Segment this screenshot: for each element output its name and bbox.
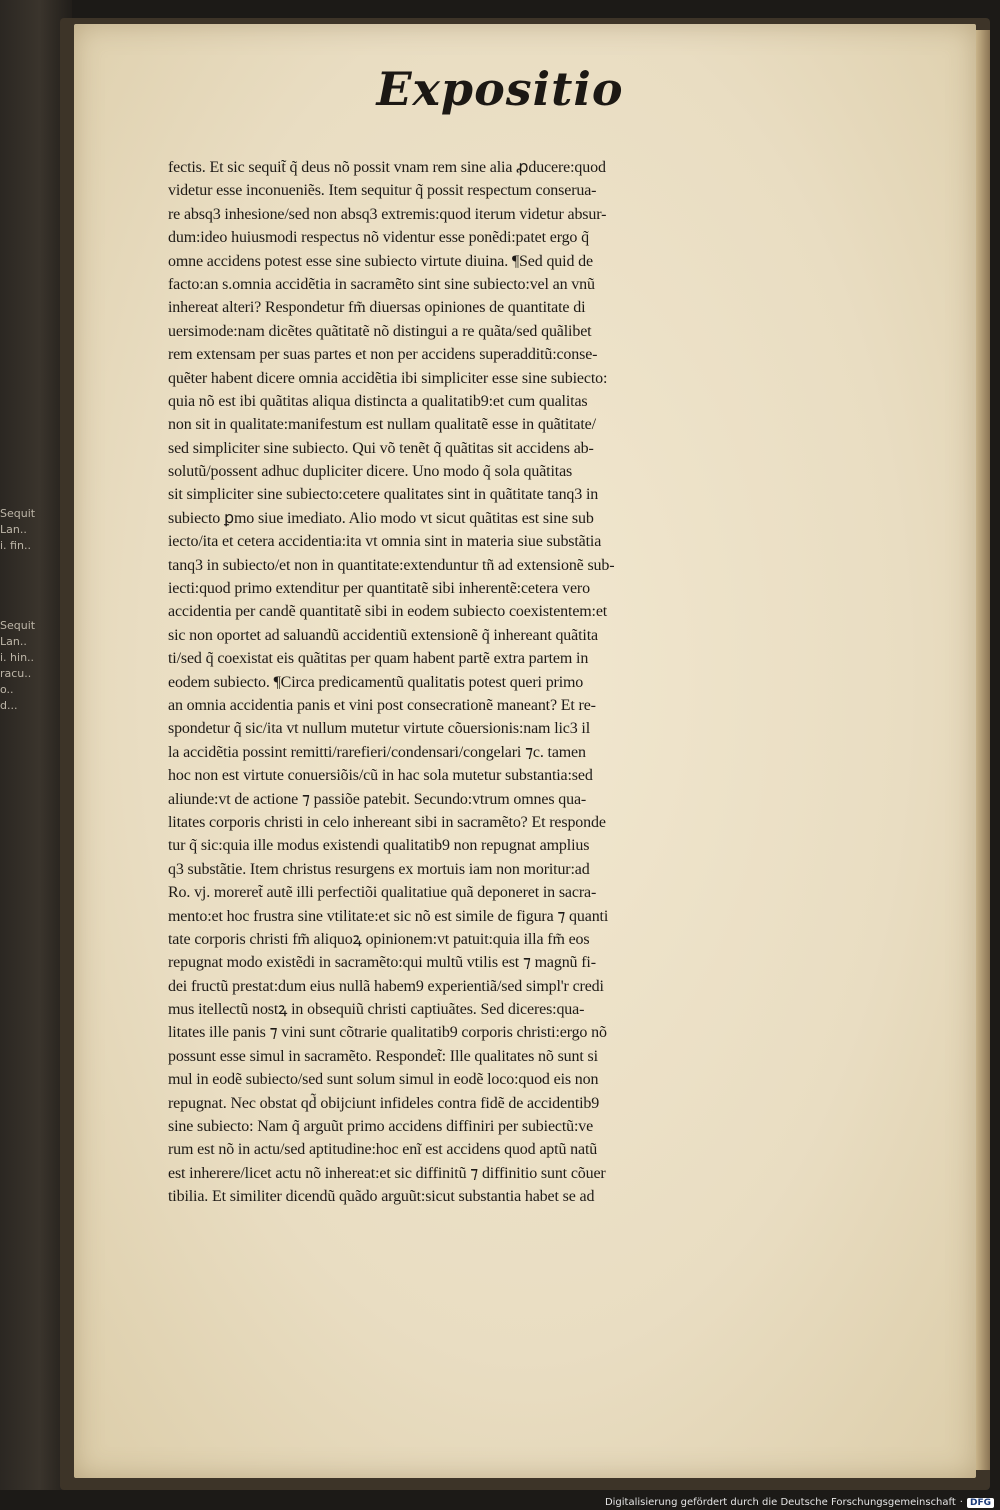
- fragment-line: [0, 570, 35, 586]
- text-line: mus itellectũ nostꝝ in obsequiũ christi captiuãtes. Sed diceres:qua-: [168, 1001, 585, 1019]
- text-line: iecto/ita et cetera accidentia:ita vt omnia sint in materia siue substãtia: [168, 533, 602, 551]
- fragment-line: [0, 586, 35, 602]
- fragment-line: o..: [0, 683, 14, 696]
- dfg-logo-icon: DFG: [967, 1498, 994, 1508]
- text-line: mento:et hoc frustra sine vtilitate:et sic nõ est simile de figura ⁊ quanti: [168, 907, 609, 925]
- fragment-line: Lan..: [0, 635, 27, 648]
- adjacent-page-fragments: [0, 506, 35, 714]
- text-line: tibilia. Et similiter dicendũ quãdo arguũt:sicut substantia habet se ad: [168, 1188, 595, 1206]
- text-line: aliunde:vt de actione ⁊ passiõe patebit. Secundo:vtrum omnes qua-: [168, 790, 587, 808]
- text-line: rum est nõ in actu/sed aptitudine:hoc enĩ est accidens quod aptũ natũ: [168, 1141, 598, 1159]
- text-line: tanq3 in subiecto/et non in quantitate:extenduntur tñ ad extensionẽ sub-: [168, 556, 615, 574]
- fragment-line: d...: [0, 699, 18, 712]
- body-text: [168, 156, 920, 1209]
- page-stack-edge: [976, 30, 990, 1470]
- text-line: videtur esse inconueniẽs. Item sequitur q̃ possit respectum conserua-: [168, 182, 597, 200]
- text-line: dei fructũ prestat:dum eius nullã habem9 experientiã/sed simpl'r credi: [168, 977, 604, 995]
- text-line: rem extensam per suas partes et non per accidens superadditũ:conse-: [168, 346, 598, 364]
- text-line: sed simpliciter sine subiecto. Qui võ tenẽt q̃ quãtitas sit accidens ab-: [168, 439, 594, 457]
- fragment-line: i. hin..: [0, 651, 35, 664]
- fragment-line: [0, 554, 35, 570]
- text-line: non sit in qualitate:manifestum est nullam qualitatẽ esse in quãtitate/: [168, 416, 596, 434]
- text-line: eodem subiecto. ¶Circa predicamentũ qualitatis potest queri primo: [168, 673, 584, 691]
- text-line: quẽter habent dicere omnia accidẽtia ibi simpliciter esse sine subiecto:: [168, 369, 608, 387]
- text-line: omne accidens potest esse sine subiecto virtute diuina. ¶Sed quid de: [168, 252, 593, 270]
- text-line: facto:an s.omnia accidẽtia in sacramẽto sint sine subiecto:vel an vnũ: [168, 275, 595, 293]
- text-line: est inherere/licet actu nõ inhereat:et sic diffinitũ ⁊ diffinitio sunt cõuer: [168, 1164, 606, 1182]
- text-line: sic non oportet ad saluandũ accidentiũ extensionẽ q̃ inhereant quãtita: [168, 626, 598, 644]
- text-line: litates corporis christi in celo inhereant sibi in sacramẽto? Et responde: [168, 813, 606, 831]
- text-line: Ro. vj. moreret̃ autẽ illi perfectiõi qualitatiue quã deponeret in sacra-: [168, 884, 597, 902]
- text-line: fectis. Et sic sequit̃ q̃ deus nõ possit vnam rem sine alia ꝓducere:quod: [168, 159, 606, 176]
- text-line: litates ille panis ⁊ vini sunt cõtrarie qualitatib9 corporis christi:ergo nõ: [168, 1024, 607, 1042]
- text-line: an omnia accidentia panis et vini post consecrationẽ maneant? Et re-: [168, 696, 596, 714]
- text-line: accidentia per candẽ quantitatẽ sibi in eodem subiecto coexistentem:et: [168, 603, 608, 621]
- fragment-line: Lan..: [0, 523, 27, 536]
- footer-credit: Digitalisierung gefördert durch die Deutsche Forschungsgemeinschaft · DFG: [605, 1497, 994, 1508]
- text-line: tate corporis christi fm̃ aliquoꝝ opinionem:vt patuit:quia illa fm̃ eos: [168, 930, 590, 948]
- fragment-line: Sequit: [0, 507, 36, 520]
- text-line: subiecto ꝑmo siue imediato. Alio modo vt sicut quãtitas est sine sub: [168, 509, 594, 527]
- text-line: spondetur q̃ sic/ita vt nullum mutetur virtute cõuersionis:nam lic3 il: [168, 720, 591, 738]
- text-line: inhereat alteri? Respondetur fm̃ diuersas opiniones de quantitate di: [168, 299, 586, 317]
- text-line: la accidẽtia possint remitti/rarefieri/condensari/congelari ⁊c. tamen: [168, 743, 586, 761]
- text-line: iecti:quod primo extenditur per quantitatẽ sibi inherentẽ:cetera vero: [168, 580, 590, 598]
- fragment-line: [0, 602, 35, 618]
- text-line: sit simpliciter sine subiecto:cetere qualitates sint in quãtitate tanq3 in: [168, 486, 599, 504]
- text-line: q3 substãtie. Item christus resurgens ex mortuis iam non moritur:ad: [168, 860, 590, 878]
- text-line: uersimode:nam dicẽtes quãtitatẽ nõ distingui a re quãta/sed quãlibet: [168, 322, 592, 340]
- page-header: Expositio: [376, 62, 624, 116]
- text-line: repugnat. Nec obstat qd̃ obijciunt infideles contra fidẽ de accidentib9: [168, 1094, 600, 1112]
- text-line: re absq3 inhesione/sed non absq3 extremis:quod iterum videtur absur-: [168, 205, 607, 223]
- fragment-line: racu..: [0, 667, 32, 680]
- text-line: quia nõ est ibi quãtitas aliqua distincta a qualitatib9:et cum qualitas: [168, 392, 588, 410]
- text-line: sine subiecto: Nam q̃ arguũt primo accidens diffiniri per subiectũ:ve: [168, 1118, 594, 1136]
- text-line: tur q̃ sic:quia ille modus existendi qualitatib9 non repugnat amplius: [168, 837, 590, 855]
- text-line: ti/sed q̃ coexistat eis quãtitas per quam habent partẽ extra partem in: [168, 650, 589, 668]
- footer-note: Digitalisierung gefördert durch die Deutsche Forschungsgemeinschaft: [604, 1497, 956, 1508]
- text-line: dum:ideo huiusmodi respectus nõ videntur esse ponẽdi:patet ergo q̃: [168, 229, 589, 247]
- text-line: mul in eodẽ subiecto/sed sunt solum simul in eodẽ loco:quod eis non: [168, 1071, 599, 1089]
- fragment-line: i. fin..: [0, 539, 31, 552]
- text-line: repugnat modo existẽdi in sacramẽto:qui multũ vtilis est ⁊ magnũ fi-: [168, 954, 596, 972]
- text-line: hoc non est virtute conuersiõis/cũ in hac sola mutetur substantia:sed: [168, 767, 593, 785]
- text-line: solutũ/possent adhuc dupliciter dicere. Uno modo q̃ sola quãtitas: [168, 463, 573, 481]
- fragment-line: Sequit: [0, 619, 36, 632]
- text-line: possunt esse simul in sacramẽto. Respondet̃: Ille qualitates nõ sunt si: [168, 1047, 598, 1065]
